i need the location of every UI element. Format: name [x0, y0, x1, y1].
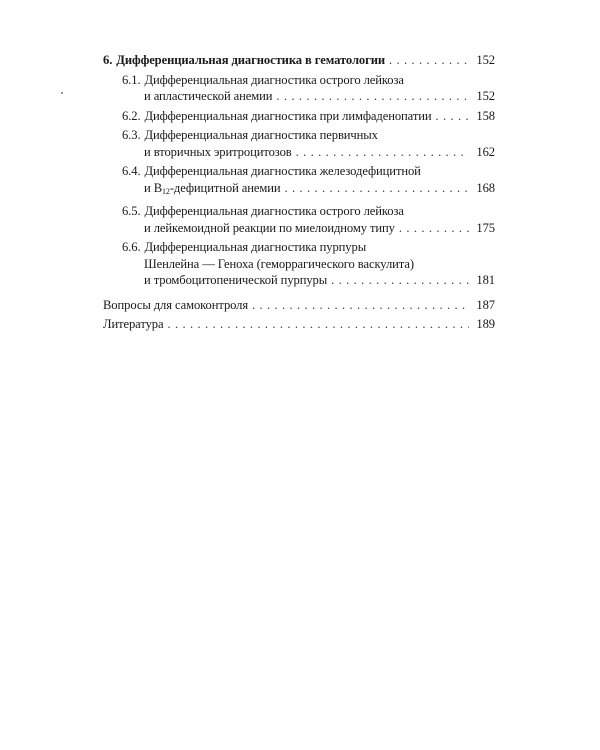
toc-page-number: 152	[476, 89, 495, 103]
toc-leader-dots	[252, 297, 469, 314]
toc-number: 6.1.	[122, 72, 141, 87]
toc-entry-6-6[interactable]	[103, 239, 495, 289]
toc-entry-literature[interactable]	[103, 316, 495, 333]
toc-title: Литература	[103, 317, 164, 331]
toc-number: 6.6.	[122, 240, 141, 254]
toc-page-number: 168	[476, 180, 495, 195]
toc-page-number: 187	[476, 297, 495, 312]
toc-leader-dots	[399, 220, 469, 237]
toc-entry-6-4[interactable]	[103, 163, 495, 200]
toc-title-line-1: Дифференциальная диагностика пурпуры	[144, 240, 367, 254]
toc-page-number: 162	[476, 144, 495, 159]
toc-title-line-2-prefix: и B	[144, 180, 162, 195]
toc-entry-6-3[interactable]	[103, 127, 495, 160]
toc-title-line-2	[144, 180, 281, 201]
toc-page-number: 175	[476, 220, 495, 235]
toc-leader-dots	[167, 316, 469, 333]
toc-entry-6-1[interactable]	[103, 72, 495, 105]
toc-title-subscript: 12	[162, 186, 170, 196]
toc-leader-dots	[389, 52, 469, 69]
toc-title-line-1: Дифференциальная диагностика острого лейкоза	[144, 204, 404, 218]
toc-spacer	[103, 289, 495, 297]
toc-leader-dots	[285, 180, 469, 197]
toc-leader-dots	[276, 88, 469, 105]
toc-title-line-3: и тромбоцитопенической пурпуры	[144, 273, 328, 287]
toc-title-line-1: Дифференциальная диагностика железодефицитной	[144, 164, 421, 178]
toc-page-number: 181	[476, 273, 495, 287]
toc-leader-dots	[331, 272, 469, 289]
toc-title-line-2: и апластической анемии	[144, 89, 273, 103]
toc-title-line-1: Дифференциальная диагностика острого лейкоза	[144, 72, 404, 87]
toc-number: 6.	[103, 53, 113, 67]
toc-title-line-2: и лейкемоидной реакции по миелоидному типу	[144, 220, 395, 235]
toc-entry-chapter-6[interactable]	[103, 52, 495, 69]
toc-title-line-2: и вторичных эритроцитозов	[144, 144, 292, 159]
toc-entry-6-5[interactable]	[103, 203, 495, 236]
toc-title: Вопросы для самоконтроля	[103, 297, 249, 312]
toc-number: 6.3.	[122, 128, 141, 142]
toc-title-line-2-suffix: -дефицитной анемии	[169, 180, 281, 195]
scan-speck	[61, 92, 63, 94]
toc-number: 6.2.	[122, 108, 141, 123]
table-of-contents	[103, 52, 495, 333]
toc-leader-dots	[296, 144, 469, 161]
toc-page-number: 152	[476, 53, 495, 67]
toc-title-line-1: Дифференциальная диагностика при лимфаденопатии	[144, 108, 432, 123]
toc-page-number: 189	[476, 317, 495, 331]
toc-entry-questions[interactable]	[103, 297, 495, 314]
toc-title: Дифференциальная диагностика в гематологии	[116, 53, 386, 67]
toc-title-line-1: Дифференциальная диагностика первичных	[144, 128, 378, 142]
toc-number: 6.4.	[122, 164, 141, 178]
toc-title-line-2: Шенлейна — Геноха (геморрагического васкулита)	[144, 256, 414, 271]
toc-page-number: 158	[476, 108, 495, 123]
toc-number: 6.5.	[122, 204, 141, 218]
toc-entry-6-2[interactable]	[103, 108, 495, 125]
toc-leader-dots	[436, 108, 469, 125]
